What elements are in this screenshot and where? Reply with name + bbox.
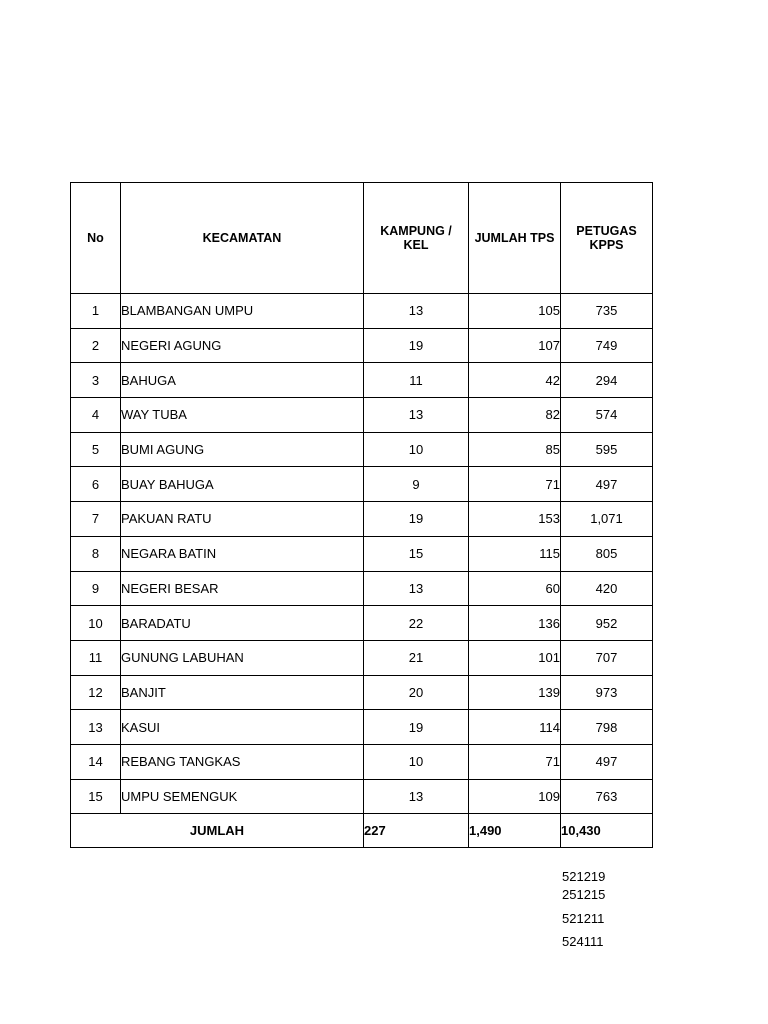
cell-no: 9	[71, 571, 121, 606]
table-row	[71, 536, 653, 571]
cell-kampung: 9	[364, 467, 469, 502]
cell-kecamatan: UMPU SEMENGUK	[121, 779, 364, 814]
cell-kampung: 13	[364, 294, 469, 329]
cell-kampung: 19	[364, 710, 469, 745]
cell-jumlah-tps: 85	[469, 432, 561, 467]
cell-no: 15	[71, 779, 121, 814]
table-row	[71, 398, 653, 433]
header-petugas-kpps: PETUGAS KPPS	[561, 183, 653, 294]
cell-kampung: 19	[364, 502, 469, 537]
cell-kampung: 13	[364, 779, 469, 814]
cell-jumlah-tps: 109	[469, 779, 561, 814]
cell-kampung: 11	[364, 363, 469, 398]
cell-jumlah-tps: 82	[469, 398, 561, 433]
cell-kampung: 21	[364, 640, 469, 675]
table-row	[71, 467, 653, 502]
cell-kampung: 10	[364, 432, 469, 467]
cell-petugas-kpps: 294	[561, 363, 653, 398]
cell-kampung: 19	[364, 328, 469, 363]
cell-petugas-kpps: 420	[561, 571, 653, 606]
table-row	[71, 675, 653, 710]
cell-jumlah-tps: 60	[469, 571, 561, 606]
total-row	[71, 814, 653, 848]
kpps-table	[70, 182, 653, 848]
total-label: JUMLAH	[71, 814, 364, 848]
cell-no: 6	[71, 467, 121, 502]
cell-kecamatan: NEGERI AGUNG	[121, 328, 364, 363]
cell-kecamatan: BAHUGA	[121, 363, 364, 398]
cell-jumlah-tps: 139	[469, 675, 561, 710]
total-petugas: 10,430	[561, 814, 653, 848]
cell-kampung: 13	[364, 398, 469, 433]
cell-no: 12	[71, 675, 121, 710]
cell-petugas-kpps: 497	[561, 744, 653, 779]
account-code: 521211	[562, 911, 605, 926]
table-row	[71, 571, 653, 606]
cell-kampung: 22	[364, 606, 469, 641]
cell-kampung: 15	[364, 536, 469, 571]
cell-petugas-kpps: 1,071	[561, 502, 653, 537]
cell-no: 3	[71, 363, 121, 398]
cell-kecamatan: BUAY BAHUGA	[121, 467, 364, 502]
cell-petugas-kpps: 973	[561, 675, 653, 710]
table-row	[71, 744, 653, 779]
header-no: No	[71, 183, 121, 294]
cell-no: 2	[71, 328, 121, 363]
cell-jumlah-tps: 71	[469, 744, 561, 779]
cell-petugas-kpps: 497	[561, 467, 653, 502]
table-row	[71, 432, 653, 467]
cell-kampung: 20	[364, 675, 469, 710]
table-row	[71, 294, 653, 329]
cell-kecamatan: KASUI	[121, 710, 364, 745]
cell-no: 7	[71, 502, 121, 537]
cell-jumlah-tps: 105	[469, 294, 561, 329]
table-row	[71, 710, 653, 745]
header-kecamatan: KECAMATAN	[121, 183, 364, 294]
table-row	[71, 502, 653, 537]
cell-kecamatan: BLAMBANGAN UMPU	[121, 294, 364, 329]
cell-petugas-kpps: 707	[561, 640, 653, 675]
account-code: 521219	[562, 869, 606, 884]
cell-no: 8	[71, 536, 121, 571]
cell-no: 13	[71, 710, 121, 745]
header-kampung: KAMPUNG / KEL	[364, 183, 469, 294]
cell-jumlah-tps: 101	[469, 640, 561, 675]
cell-petugas-kpps: 735	[561, 294, 653, 329]
cell-kecamatan: NEGERI BESAR	[121, 571, 364, 606]
cell-kampung: 10	[364, 744, 469, 779]
cell-petugas-kpps: 763	[561, 779, 653, 814]
cell-kecamatan: PAKUAN RATU	[121, 502, 364, 537]
cell-kecamatan: BARADATU	[121, 606, 364, 641]
cell-jumlah-tps: 42	[469, 363, 561, 398]
cell-kecamatan: BUMI AGUNG	[121, 432, 364, 467]
total-tps: 1,490	[469, 814, 561, 848]
cell-no: 11	[71, 640, 121, 675]
cell-kecamatan: NEGARA BATIN	[121, 536, 364, 571]
cell-no: 1	[71, 294, 121, 329]
total-kampung: 227	[364, 814, 469, 848]
cell-petugas-kpps: 805	[561, 536, 653, 571]
cell-kecamatan: GUNUNG LABUHAN	[121, 640, 364, 675]
table-row	[71, 606, 653, 641]
cell-jumlah-tps: 107	[469, 328, 561, 363]
header-jumlah-tps: JUMLAH TPS	[469, 183, 561, 294]
cell-no: 10	[71, 606, 121, 641]
table-row	[71, 363, 653, 398]
cell-no: 5	[71, 432, 121, 467]
table-row	[71, 779, 653, 814]
cell-jumlah-tps: 153	[469, 502, 561, 537]
account-code: 524111	[562, 934, 604, 949]
cell-no: 4	[71, 398, 121, 433]
cell-jumlah-tps: 114	[469, 710, 561, 745]
cell-jumlah-tps: 71	[469, 467, 561, 502]
cell-jumlah-tps: 115	[469, 536, 561, 571]
cell-kecamatan: REBANG TANGKAS	[121, 744, 364, 779]
cell-petugas-kpps: 574	[561, 398, 653, 433]
cell-no: 14	[71, 744, 121, 779]
header-row	[71, 183, 653, 294]
cell-petugas-kpps: 595	[561, 432, 653, 467]
cell-petugas-kpps: 798	[561, 710, 653, 745]
account-code: 251215	[562, 887, 606, 902]
table-row	[71, 328, 653, 363]
cell-jumlah-tps: 136	[469, 606, 561, 641]
table-body	[71, 294, 653, 814]
cell-petugas-kpps: 749	[561, 328, 653, 363]
cell-petugas-kpps: 952	[561, 606, 653, 641]
table-row	[71, 640, 653, 675]
cell-kecamatan: BANJIT	[121, 675, 364, 710]
cell-kampung: 13	[364, 571, 469, 606]
cell-kecamatan: WAY TUBA	[121, 398, 364, 433]
